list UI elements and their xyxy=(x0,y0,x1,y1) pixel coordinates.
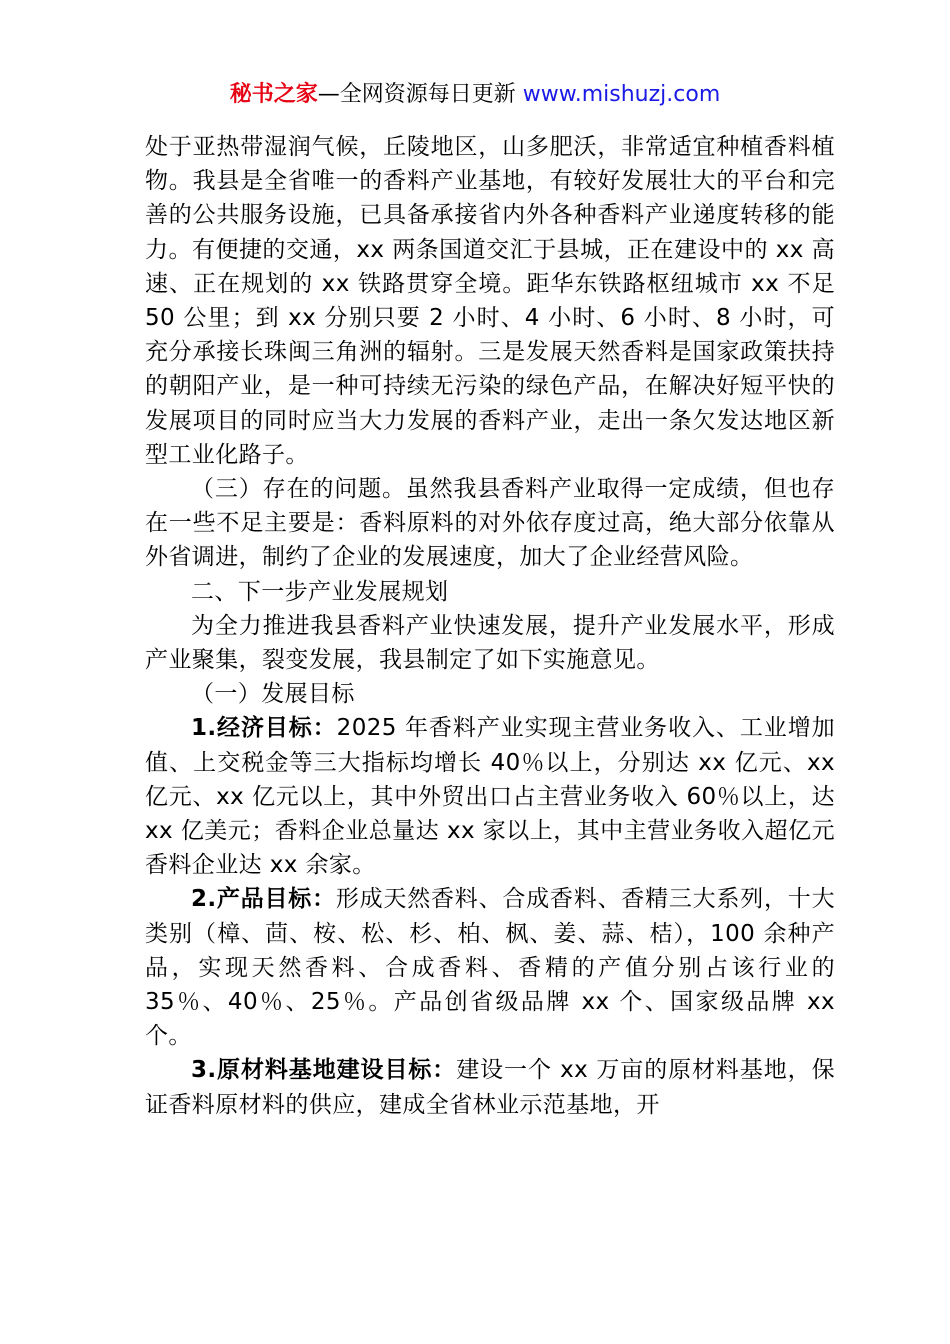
paragraph-text: （三）存在的问题。虽然我县香料产业取得一定成绩，但也存在一些不足主要是：香料原料的对外依存度过高，绝大部分依靠从外省调进，制约了企业的发展速度，加大了企业经营风险。 xyxy=(145,476,835,571)
site-brand: 秘书之家 xyxy=(229,82,318,107)
paragraph-lead: 1.经济目标： xyxy=(191,715,337,742)
paragraph-lead: 3.原材料基地建设目标： xyxy=(191,1057,457,1084)
paragraph-lead: 2.产品目标： xyxy=(191,886,336,913)
heading-text: （一）发展目标 xyxy=(191,681,355,708)
section-heading-plan xyxy=(145,575,835,609)
paragraph-economic-goals xyxy=(145,711,835,882)
document-body xyxy=(145,130,835,1122)
site-url-link[interactable]: www.mishuzj.com xyxy=(522,82,721,107)
heading-text: 二、下一步产业发展规划 xyxy=(191,578,449,605)
subheading-goals xyxy=(145,677,835,711)
paragraph-climate-transport xyxy=(145,130,835,472)
paragraph-product-goals xyxy=(145,882,835,1053)
paragraph-material-base-goals xyxy=(145,1053,835,1121)
paragraph-text: 处于亚热带湿润气候，丘陵地区，山多肥沃，非常适宜种植香料植物。我县是全省唯一的香料产业基地，有较好发展壮大的平台和完善的公共服务设施，已具备承接省内外各种香料产业递度转移的能力。有便捷的交通，xx 两条国道交汇于县城，正在建设中的 xx 高速、正在规划的 xx 铁路贯穿全境。距华东铁路枢纽城市 xx 不足 50 公里；到 xx 分别只要 2 小时、4 小时、6 小时、8 小时，可充分承接长珠闽三角洲的辐射。三是发展天然香料是国家政策扶持的朝阳产业，是一种可持续无污染的绿色产品，在解决好短平快的发展项目的同时应当大力发展的香料产业，走出一条欠发达地区新型工业化路子。 xyxy=(145,134,835,468)
paragraph-plan-intro xyxy=(145,609,835,677)
paragraph-text: 为全力推进我县香料产业快速发展，提升产业发展水平，形成产业聚集，裂变发展，我县制定了如下实施意见。 xyxy=(145,612,835,674)
paragraph-text: 形成天然香料、合成香料、香精三大系列，十大类别（樟、茴、桉、松、杉、柏、枫、姜、蒜、桔），100 余种产品，实现天然香料、合成香料、香精的产值分别占该行业的 35％、40％、25％。产品创省级品牌 xx 个、国家级品牌 xx 个。 xyxy=(145,886,835,1050)
paragraph-text: 2025 年香料产业实现主营业务收入、工业增加值、上交税金等三大指标均增长 40％以上，分别达 xx 亿元、xx 亿元、xx 亿元以上，其中外贸出口占主营业务收入 60％以上，达 xx 亿美元；香料企业总量达 xx 家以上，其中主营业务收入超亿元香料企业达 xx 余家。 xyxy=(145,715,836,879)
site-header xyxy=(0,80,950,110)
paragraph-text: 建设一个 xx 万亩的原材料基地，保证香料原材料的供应，建成全省林业示范基地，开 xyxy=(145,1057,835,1118)
paragraph-problems xyxy=(145,472,835,575)
site-tagline: —全网资源每日更新 xyxy=(317,82,516,107)
